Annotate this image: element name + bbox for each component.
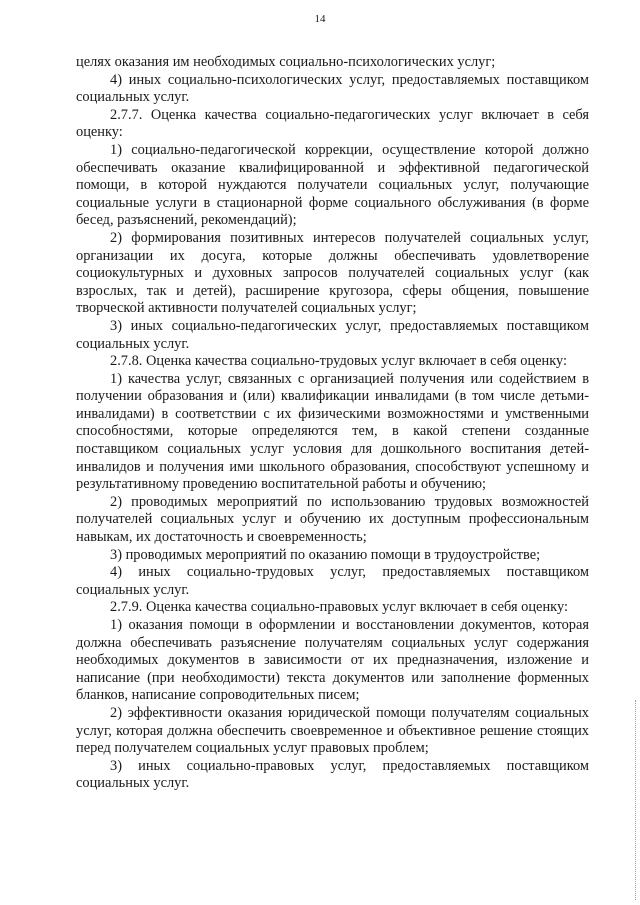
paragraph-item-2-legal-help: 2) эффективности оказания юридической помощи получателям социальных услуг, которая должна обеспечить своевременное и объективное решение стоящих перед получателем социальных услуг правовых проблем; [76, 704, 589, 757]
paragraph-section-2-7-9: 2.7.9. Оценка качества социально-правовых услуг включает в себя оценку: [110, 599, 568, 616]
paragraph-item-1-education-quality: 1) качества услуг, связанных с организацией получения или содействием в получении образования и (или) квалификации инвалидами (в том числе детьми-инвалидами) в соответствии с их физическими возможностями и умственными способностями, которые определяются тем, в какой степени созданные поставщиком социальных услуг условия для дошкольного воспитания детей-инвалидов и получения ими школьного образования, способствуют успешному и результативному проведению воспитательной работы и обучению; [76, 370, 589, 493]
paragraph-item-4-other-labor: 4) иных социально-трудовых услуг, предоставляемых поставщиком социальных услуг. [76, 564, 589, 598]
paragraph-item-3-other-pedagogical: 3) иных социально-педагогических услуг, предоставляемых поставщиком социальных услуг. [76, 317, 589, 352]
paragraph-item-1-pedagogical-correction: 1) социально-педагогической коррекции, осуществление которой должно обеспечивать оказание квалифицированной и эффективной педагогической помощи, в которой нуждаются получатели социальных услуг, получающие социальные услуги в стационарной форме социального обслуживания (в форме бесед, разъяснений, рекомендаций); [76, 141, 589, 229]
paragraph-item-1-documents-help: 1) оказания помощи в оформлении и восстановлении документов, которая должна обеспечивать разъяснение получателям социальных услуг содержания необходимых документов в зависимости от их предназначения, изложение и написание (при необходимости) текста документов или заполнение форменных бланков, написание сопроводительных писем; [76, 617, 589, 704]
paragraph-section-2-7-7: 2.7.7. Оценка качества социально-педагогических услуг включает в себя оценку: [76, 106, 589, 141]
page-number: 14 [314, 13, 326, 25]
document-body [76, 54, 589, 793]
paragraph-item-2-positive-interests: 2) формирования позитивных интересов получателей социальных услуг, организации их досуга, которые должны обеспечивать удовлетворение социокультурных и духовных запросов получателей социальных услуг (как взрослых, так и детей), расширение кругозора, сферы общения, повышение творческой активности получателей социальных услуг; [76, 229, 589, 317]
paragraph-item-3-employment-help: 3) проводимых мероприятий по оказанию помощи в трудоустройстве; [110, 546, 541, 563]
scan-edge-mark [633, 700, 636, 900]
paragraph-item-2-labor-measures: 2) проводимых мероприятий по использованию трудовых возможностей получателей социальных услуг и обучению их доступным профессиональным навыкам, их достаточность и своевременность; [76, 493, 589, 546]
paragraph-section-2-7-8: 2.7.8. Оценка качества социально-трудовых услуг включает в себя оценку: [110, 353, 568, 370]
paragraph-item-4-psychological: 4) иных социально-психологических услуг, предоставляемых поставщиком социальных услуг. [76, 71, 589, 106]
paragraph-item-3-other-legal: 3) иных социально-правовых услуг, предоставляемых поставщиком социальных услуг. [76, 757, 589, 792]
paragraph-continuation: целях оказания им необходимых социально-психологических услуг; [76, 54, 496, 70]
